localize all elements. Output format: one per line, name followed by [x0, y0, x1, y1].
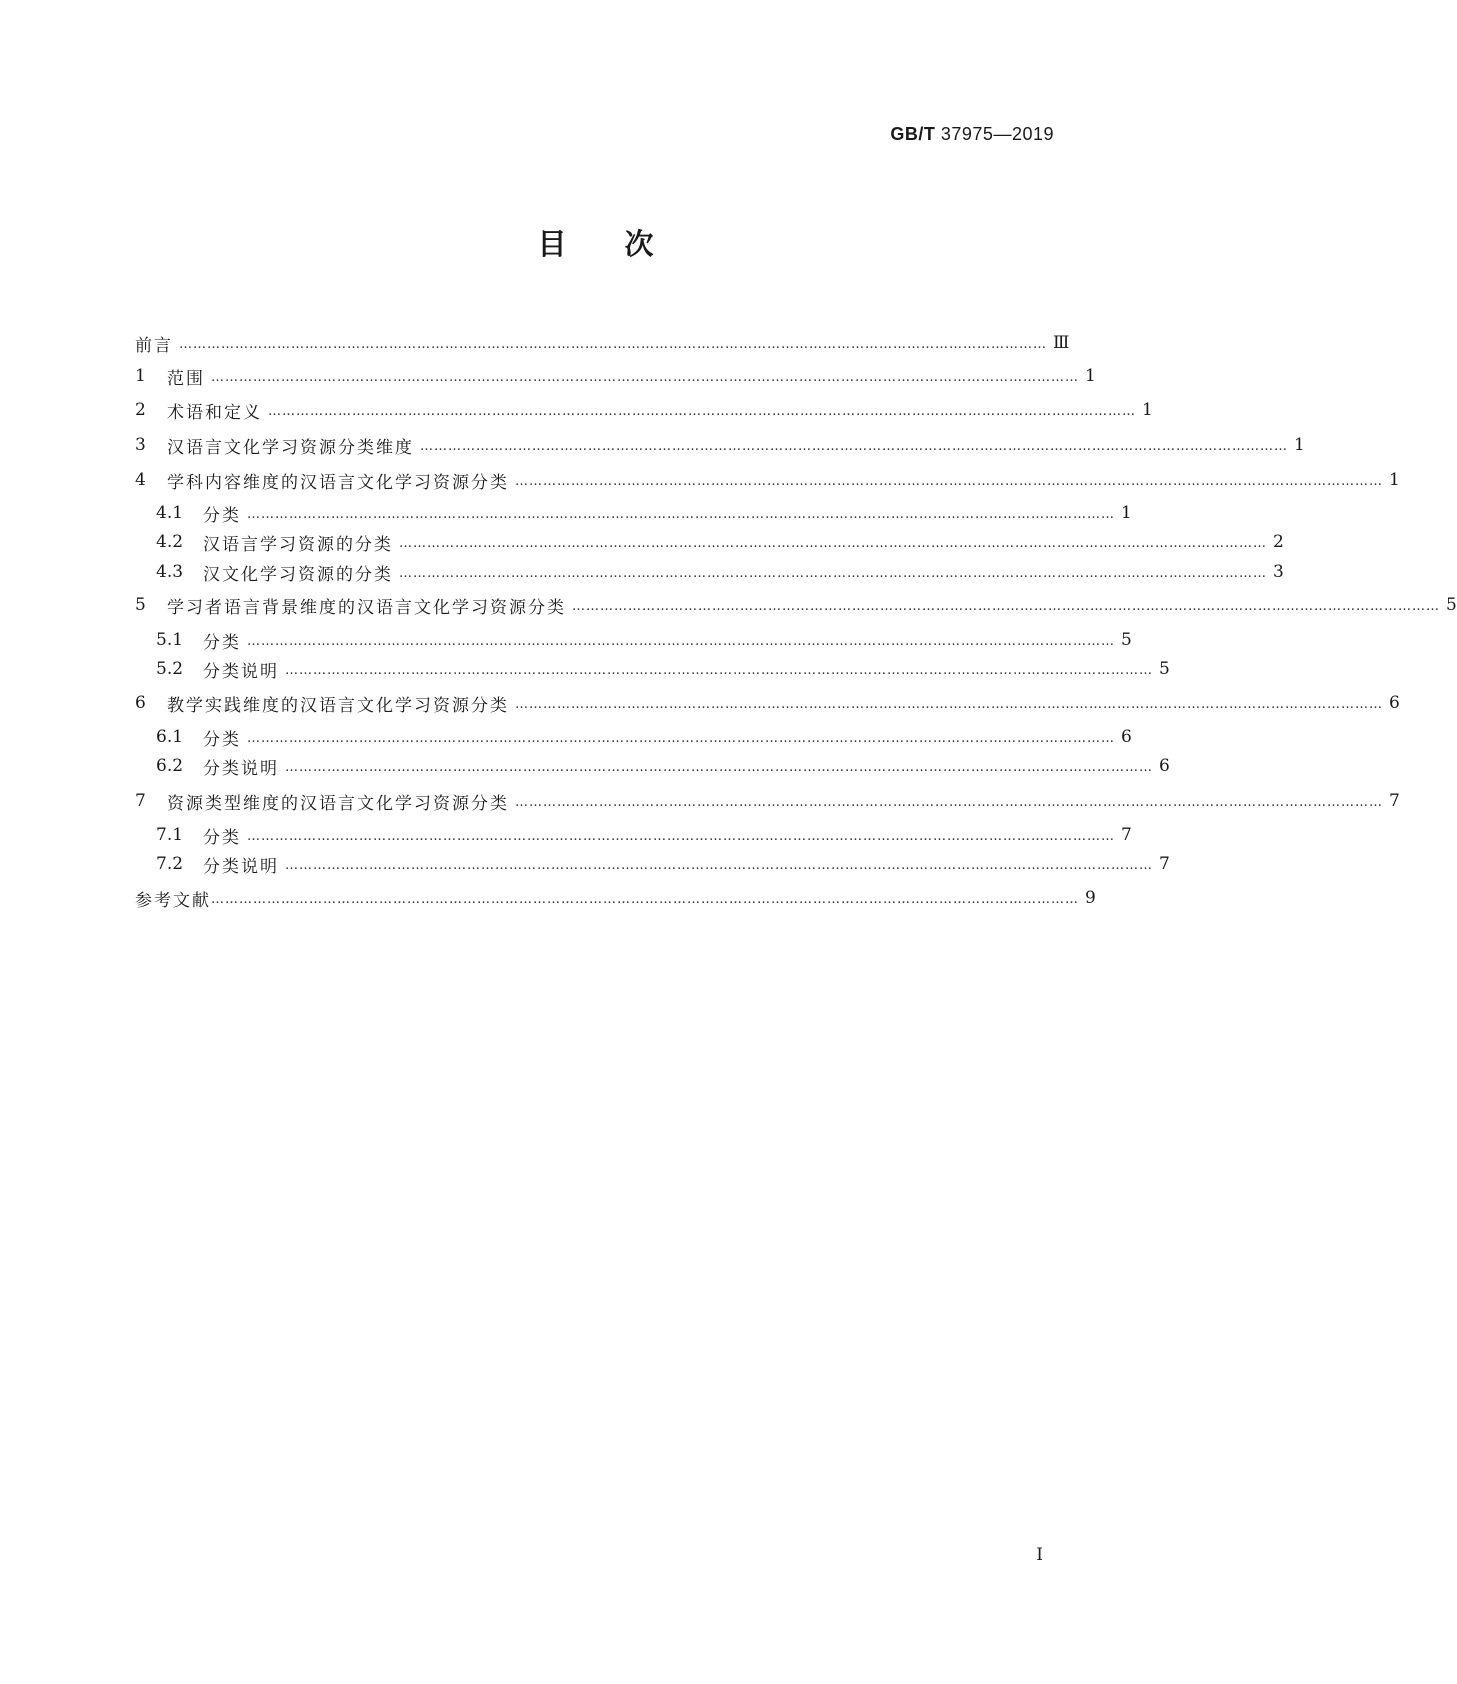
toc-leader-dots: …………………………………………………………………………………………………………………………………………………………………… — [420, 438, 1288, 454]
standard-code — [890, 124, 1054, 145]
toc-entry-page: 6 — [1389, 693, 1400, 713]
toc-entry[interactable] — [135, 465, 1400, 495]
toc-entry-number: 7.2 — [156, 854, 184, 874]
toc-entry[interactable] — [156, 722, 1132, 752]
toc-leader-dots: …………………………………………………………………………………………………………………………………………………………………… — [572, 598, 1440, 614]
toc-entry-number: 5.1 — [156, 630, 184, 650]
toc-entry[interactable] — [135, 395, 1153, 425]
toc-entry-number: 4.2 — [156, 532, 184, 552]
toc-entry[interactable] — [156, 654, 1170, 684]
toc-entry-page: 7 — [1159, 854, 1170, 874]
toc-leader-dots: …………………………………………………………………………………………………………………………………………………………………… — [399, 535, 1267, 551]
toc-leader-dots: …………………………………………………………………………………………………………………………………………………………………… — [515, 696, 1383, 712]
toc-entry-label: 教学实践维度的汉语言文化学习资源分类 — [167, 695, 509, 716]
toc-leader-dots: …………………………………………………………………………………………………………………………………………………………………… — [285, 759, 1153, 775]
toc-entry-page: 6 — [1159, 756, 1170, 776]
toc-entry[interactable] — [156, 751, 1170, 781]
toc-leader-dots: …………………………………………………………………………………………………………………………………………………………………… — [247, 506, 1115, 522]
page-title: 目次 — [537, 227, 712, 261]
toc-entry-page: 5 — [1121, 630, 1132, 650]
toc-leader-dots: …………………………………………………………………………………………………………………………………………………………………… — [247, 730, 1115, 746]
toc-leader-dots: …………………………………………………………………………………………………………………………………………………………………… — [285, 662, 1153, 678]
toc-entry-number: 4.3 — [156, 562, 184, 582]
toc-entry-page: 7 — [1389, 791, 1400, 811]
toc-entry-label: 学科内容维度的汉语言文化学习资源分类 — [167, 472, 509, 493]
toc-leader-dots: …………………………………………………………………………………………………………………………………………………………………… — [247, 828, 1115, 844]
toc-entry-page: 1 — [1121, 503, 1132, 523]
toc-entry-page: Ⅲ — [1053, 333, 1070, 353]
toc-entry[interactable] — [135, 688, 1400, 718]
toc-entry-page: 1 — [1142, 400, 1153, 420]
toc-entry-label: 汉语言学习资源的分类 — [203, 534, 393, 555]
toc-entry[interactable] — [156, 625, 1132, 655]
toc-entry-page: 5 — [1446, 595, 1457, 615]
toc-entry-label: 汉文化学习资源的分类 — [203, 564, 393, 585]
standard-prefix: GB/T — [890, 124, 936, 144]
toc-entry-label: 分类 — [203, 827, 241, 848]
toc-entry-number: 6.1 — [156, 727, 184, 747]
toc-entry-number: 4 — [135, 470, 146, 490]
toc-leader-dots: …………………………………………………………………………………………………………………………………………………………………… — [515, 794, 1383, 810]
toc-entry-page: 3 — [1273, 562, 1284, 582]
toc-entry[interactable] — [135, 883, 1096, 913]
standard-number: 37975—2019 — [940, 124, 1054, 144]
toc-entry-page: 1 — [1294, 435, 1305, 455]
toc-entry-label: 汉语言文化学习资源分类维度 — [167, 437, 414, 458]
page-number: I — [1036, 1545, 1043, 1565]
toc-entry-number: 4.1 — [156, 503, 184, 523]
toc-leader-dots: …………………………………………………………………………………………………………………………………………………………………… — [247, 633, 1115, 649]
toc-entry-page: 7 — [1121, 825, 1132, 845]
toc-entry-page: 6 — [1121, 727, 1132, 747]
toc-entry-label: 术语和定义 — [167, 402, 262, 423]
toc-entry-number: 5 — [135, 595, 146, 615]
toc-leader-dots: …………………………………………………………………………………………………………………………………………………………………… — [399, 565, 1267, 581]
toc-entry-label: 分类说明 — [203, 758, 279, 779]
toc-entry-label: 前言 — [135, 335, 173, 356]
toc-entry-number: 7.1 — [156, 825, 184, 845]
toc-entry[interactable] — [156, 498, 1132, 528]
toc-entry-label: 参考文献 — [135, 890, 211, 911]
toc-entry-label: 分类 — [203, 632, 241, 653]
toc-entry[interactable] — [135, 430, 1305, 460]
toc-entry-number: 6 — [135, 693, 146, 713]
toc-entry-label: 分类说明 — [203, 856, 279, 877]
toc-entry-number: 1 — [135, 366, 146, 386]
toc-entry-number: 6.2 — [156, 756, 184, 776]
toc-leader-dots: …………………………………………………………………………………………………………………………………………………………………… — [515, 473, 1383, 489]
toc-leader-dots: …………………………………………………………………………………………………………………………………………………………………… — [179, 336, 1047, 352]
toc-entry[interactable] — [135, 361, 1096, 391]
toc-entry[interactable] — [135, 328, 1070, 358]
toc-entry-label: 分类 — [203, 729, 241, 750]
toc-leader-dots: …………………………………………………………………………………………………………………………………………………………………… — [211, 369, 1079, 385]
toc-entry-page: 1 — [1389, 470, 1400, 490]
toc-entry-label: 分类说明 — [203, 661, 279, 682]
toc-entry-page: 5 — [1159, 659, 1170, 679]
toc-entry-page: 9 — [1085, 888, 1096, 908]
toc-entry[interactable] — [135, 590, 1457, 620]
toc-entry[interactable] — [156, 820, 1132, 850]
toc-entry[interactable] — [156, 527, 1284, 557]
toc-entry[interactable] — [156, 557, 1284, 587]
toc-entry-page: 1 — [1085, 366, 1096, 386]
toc-entry-label: 学习者语言背景维度的汉语言文化学习资源分类 — [167, 597, 566, 618]
toc-entry-page: 2 — [1273, 532, 1284, 552]
toc-entry-number: 7 — [135, 791, 146, 811]
toc-leader-dots: …………………………………………………………………………………………………………………………………………………………………… — [268, 403, 1136, 419]
toc-entry-number: 2 — [135, 400, 146, 420]
toc-entry-label: 范围 — [167, 368, 205, 389]
toc-entry-number: 3 — [135, 435, 146, 455]
toc-entry-number: 5.2 — [156, 659, 184, 679]
toc-leader-dots: …………………………………………………………………………………………………………………………………………………………………… — [285, 857, 1153, 873]
toc-entry[interactable] — [135, 786, 1400, 816]
toc-entry[interactable] — [156, 849, 1170, 879]
toc-entry-label: 资源类型维度的汉语言文化学习资源分类 — [167, 793, 509, 814]
toc-entry-label: 分类 — [203, 505, 241, 526]
toc-leader-dots: …………………………………………………………………………………………………………………………………………………………………… — [211, 891, 1079, 907]
